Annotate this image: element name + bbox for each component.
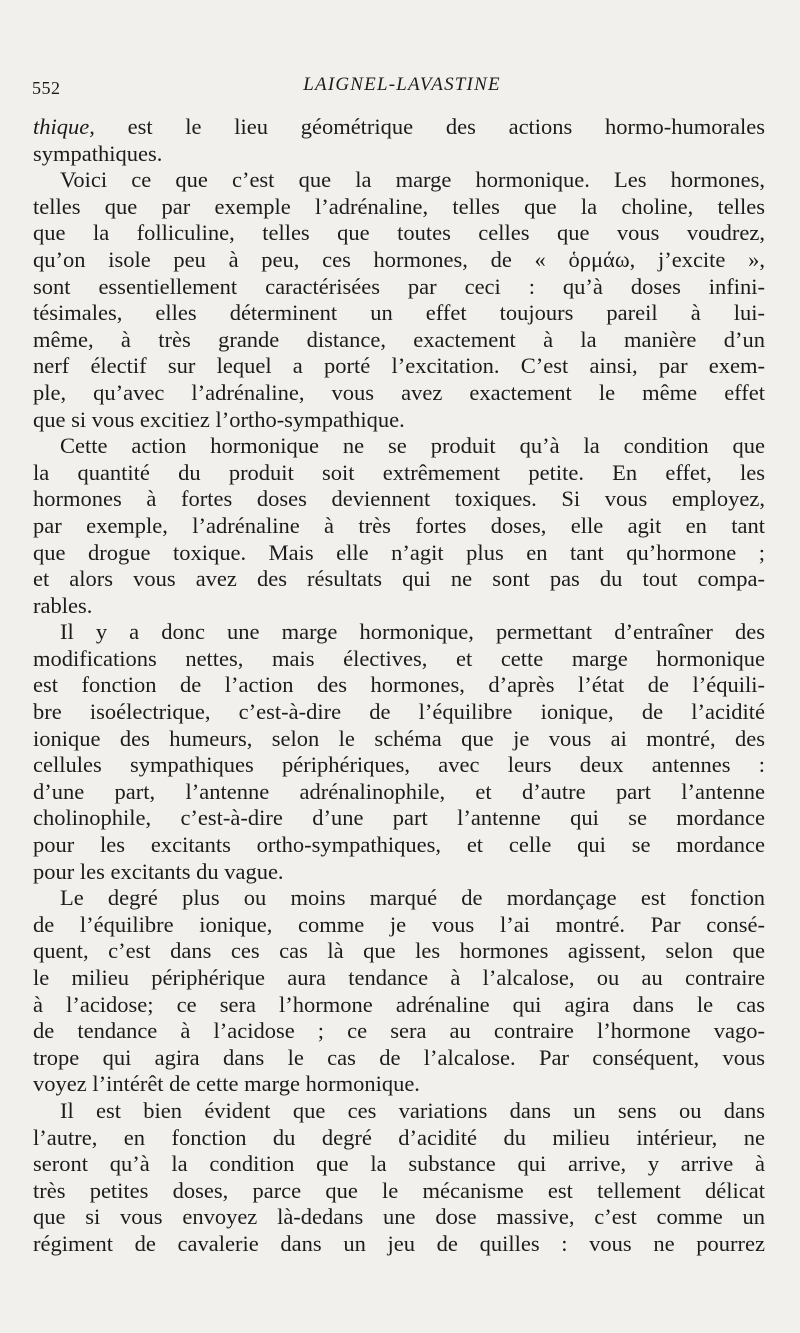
paragraph-3-line-3: hormones à fortes doses deviennent toxiques. Si vous employez,	[33, 486, 765, 512]
running-head: LAIGNEL-LAVASTINE	[303, 74, 501, 95]
italic-word: thique,	[33, 114, 95, 139]
paragraph-2-line-4: qu’on isole peu à peu, ces hormones, de « ὁρμάω, j’excite »,	[33, 246, 765, 272]
paragraph-2-line-6: tésimales, elles déterminent un effet toujours pareil à lui-	[33, 300, 765, 326]
paragraph-4-line-1: Il y a donc une marge hormonique, permettant d’entraîner des	[60, 619, 765, 645]
paragraph-6-line-5: que si vous envoyez là-dedans une dose massive, c’est comme un	[33, 1204, 765, 1230]
paragraph-3-line-1: Cette action hormonique ne se produit qu’à la condition que	[60, 433, 765, 459]
paragraph-3-line-7: rables.	[33, 592, 93, 618]
page-header	[32, 74, 772, 104]
paragraph-5-line-3: quent, c’est dans ces cas là que les hormones agissent, selon que	[33, 938, 765, 964]
paragraph-3-line-6: et alors vous avez des résultats qui ne sont pas du tout compa-	[33, 566, 765, 592]
paragraph-5-line-6: de tendance à l’acidose ; ce sera au contraire l’hormone vago-	[33, 1018, 765, 1044]
paragraph-5-line-1: Le degré plus ou moins marqué de mordançage est fonction	[60, 885, 765, 911]
paragraph-5-line-4: le milieu périphérique aura tendance à l’alcalose, ou au contraire	[33, 965, 765, 990]
paragraph-4-line-8: cholinophile, c’est-à-dire d’une part l’antenne qui se mordance	[33, 805, 765, 831]
paragraph-3-line-4: par exemple, l’adrénaline à très fortes doses, elle agit en tant	[33, 512, 765, 538]
paragraph-4-line-7: d’une part, l’antenne adrénalinophile, et d’autre part l’antenne	[33, 778, 765, 804]
paragraph-1-line-1-rest: est le lieu géométrique des actions hormo-humorales	[94, 114, 765, 139]
paragraph-4-line-9: pour les excitants ortho-sympathiques, et celle qui se mordance	[33, 832, 765, 858]
paragraph-1-line-1	[33, 114, 765, 141]
paragraph-4-line-3: est fonction de l’action des hormones, d’après l’état de l’équili-	[33, 672, 765, 698]
paragraph-4-line-2: modifications nettes, mais électives, et cette marge hormonique	[33, 645, 765, 671]
paragraph-2-line-1: Voici ce que c’est que la marge hormonique. Les hormones,	[60, 167, 765, 193]
paragraph-5-line-2: de l’équilibre ionique, comme je vous l’ai montré. Par consé-	[33, 911, 765, 937]
paragraph-6-line-3: seront qu’à la condition que la substance qui arrive, y arrive à	[33, 1151, 765, 1177]
paragraph-4-line-6: cellules sympathiques périphériques, avec leurs deux antennes :	[33, 752, 765, 778]
paragraph-3-line-2: la quantité du produit soit extrêmement petite. En effet, les	[33, 459, 765, 485]
paragraph-4-line-10: pour les excitants du vague.	[33, 858, 284, 884]
paragraph-6-line-4: très petites doses, parce que le mécanisme est tellement délicat	[33, 1177, 765, 1203]
paragraph-6-line-1: Il est bien évident que ces variations dans un sens ou dans	[60, 1097, 765, 1123]
paragraph-2-line-3: que la folliculine, telles que toutes celles que vous voudrez,	[33, 220, 765, 246]
paragraph-2-line-2: telles que par exemple l’adrénaline, telles que la choline, telles	[33, 193, 765, 219]
paragraph-5-line-8: voyez l’intérêt de cette marge hormonique.	[33, 1071, 420, 1097]
paragraph-6-line-6: régiment de cavalerie dans un jeu de quilles : vous ne pourrez	[33, 1230, 765, 1256]
paragraph-1-line-2: sympathiques.	[33, 140, 163, 166]
paragraph-4-line-4: bre isoélectrique, c’est-à-dire de l’équilibre ionique, de l’acidité	[33, 699, 765, 725]
page-number: 552	[32, 78, 61, 98]
paragraph-3-line-5: que drogue toxique. Mais elle n’agit plus en tant qu’hormone ;	[33, 539, 765, 565]
paragraph-5-line-5: à l’acidose; ce sera l’hormone adrénaline qui agira dans le cas	[33, 991, 765, 1017]
paragraph-5-line-7: trope qui agira dans le cas de l’alcalose. Par conséquent, vous	[33, 1044, 765, 1070]
paragraph-2-line-5: sont essentiellement caractérisées par ceci : qu’à doses infini-	[33, 273, 765, 299]
paragraph-4-line-5: ionique des humeurs, selon le schéma que je vous ai montré, des	[33, 725, 765, 751]
paragraph-2-line-10: que si vous excitiez l’ortho-sympathique.	[33, 406, 405, 432]
paragraph-6-line-2: l’autre, en fonction du degré d’acidité du milieu intérieur, ne	[33, 1124, 765, 1150]
paragraph-2-line-8: nerf électif sur lequel a porté l’excitation. C’est ainsi, par exem-	[33, 353, 765, 379]
paragraph-2-line-9: ple, qu’avec l’adrénaline, vous avez exactement le même effet	[33, 379, 765, 405]
body-text	[33, 114, 765, 1258]
paragraph-2-line-7: même, à très grande distance, exactement à la manière d’un	[33, 326, 765, 352]
